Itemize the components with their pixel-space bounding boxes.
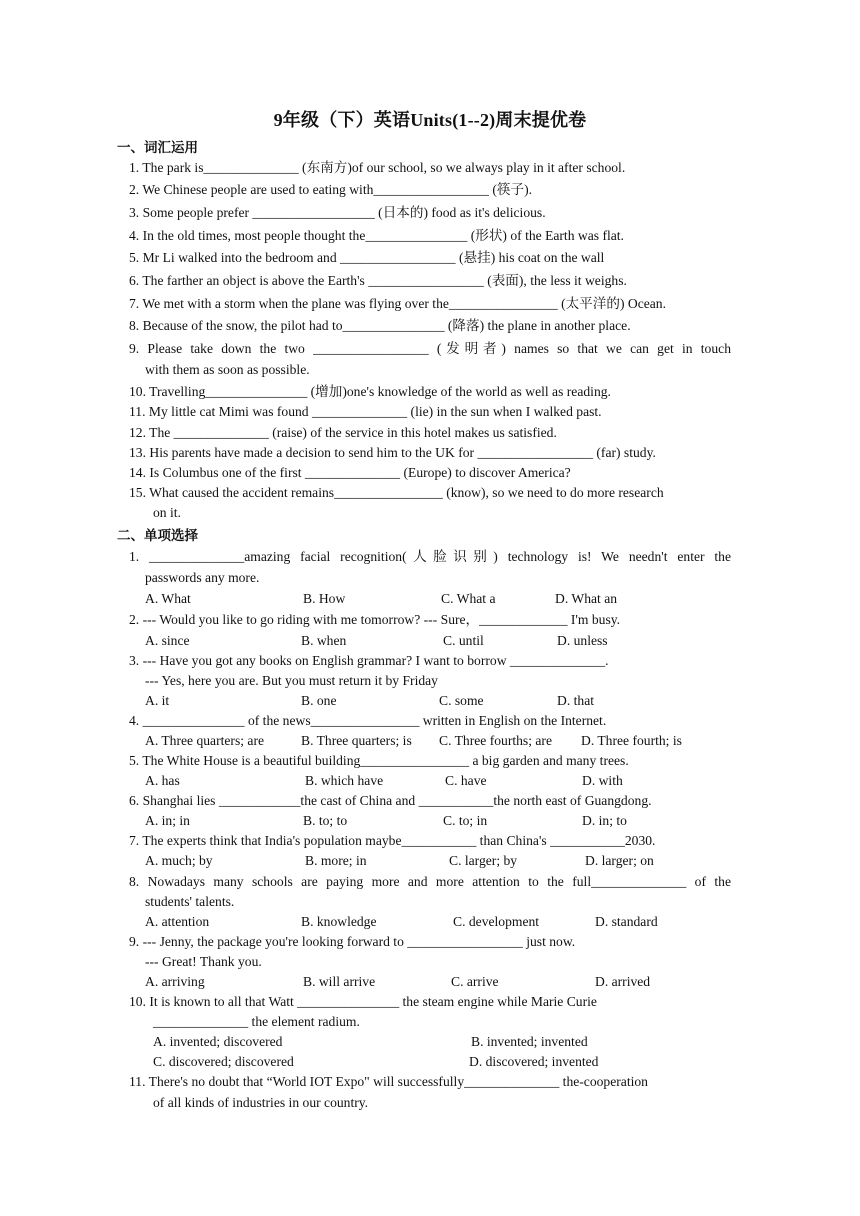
option-d: D. that [557,693,594,708]
vocab-item-1: 1. The park is______________ (东南方)of our school, so we always play in it after school. [129,160,626,175]
choice-question-5: 5. The White House is a beautiful building________________ a big garden and many trees. [129,753,629,768]
vocab-item-6: 6. The farther an object is above the Earth's _________________ (表面), the less it weighs. [129,273,627,288]
vocab-item-2: 2. We Chinese people are used to eating with_________________ (筷子). [129,182,532,197]
option-d: D. arrived [595,974,651,989]
vocab-item-9-cont: with them as soon as possible. [145,362,310,377]
option-d: D. Three fourth; is [581,733,682,748]
section-heading-vocabulary: 一、词汇运用 [117,140,198,156]
option-b: B. will arrive [303,974,376,989]
option-a: A. Three quarters; are [145,733,265,748]
choice-question-10: 10. It is known to all that Watt _______________ the steam engine while Marie Curie [129,994,597,1009]
choice-question-4: 4. _______________ of the news________________ written in English on the Internet. [129,713,607,728]
choice-question-7: 7. The experts think that India's population maybe___________ than China's ___________2030. [129,833,656,848]
option-d: D. standard [595,914,658,929]
choice-question-1-cont: passwords any more. [145,570,260,585]
option-c: C. discovered; discovered [153,1054,294,1069]
option-c: C. some [439,693,484,708]
choice-question-3-cont: --- Yes, here you are. But you must return it by Friday [145,673,438,688]
option-a: A. since [145,633,190,648]
choice-question-11-cont: of all kinds of industries in our country. [153,1095,369,1110]
option-b: B. when [301,633,347,648]
vocab-item-4: 4. In the old times, most people thought the_______________ (形状) of the Earth was flat. [129,228,624,243]
choice-question-10-cont: ______________ the element radium. [153,1014,360,1029]
option-d: D. larger; on [585,853,654,868]
option-d: D. unless [557,633,608,648]
choice-question-3: 3. --- Have you got any books on English grammar? I want to borrow ______________. [129,653,609,668]
option-b: B. Three quarters; is [301,733,412,748]
choice-question-6: 6. Shanghai lies ____________the cast of China and ___________the north east of Guangdong. [129,793,652,808]
vocab-item-13: 13. His parents have made a decision to send him to the UK for _________________ (far) study. [129,445,656,460]
vocab-item-9: 9. Please take down the two _________________ (发明者) names so that we can get in touch [129,341,731,356]
vocab-item-15-cont: on it. [153,505,181,520]
option-a: A. What [145,591,191,606]
choice-question-2: 2. --- Would you like to go riding with me tomorrow? --- Sure，_____________ I'm busy. [129,612,621,627]
option-c: C. to; in [443,813,488,828]
page-title: 9年级（下）英语Units(1--2)周末提优卷 [273,110,587,130]
option-a: A. arriving [145,974,205,989]
option-c: C. larger; by [449,853,518,868]
option-a: A. it [145,693,170,708]
choice-question-8-cont: students' talents. [145,894,235,909]
vocab-item-10: 10. Travelling_______________ (增加)one's knowledge of the world as well as reading. [129,384,611,399]
option-c: C. have [445,773,487,788]
section-heading-choice: 二、单项选择 [117,528,198,544]
option-b: B. one [301,693,337,708]
option-b: B. invented; invented [471,1034,588,1049]
option-b: B. knowledge [301,914,377,929]
vocab-item-15: 15. What caused the accident remains________________ (know), so we need to do more research [129,485,664,500]
vocab-item-8: 8. Because of the snow, the pilot had to_______________ (降落) the plane in another place. [129,318,631,333]
option-a: A. invented; discovered [153,1034,283,1049]
choice-question-8: 8. Nowadays many schools are paying more and more attention to the full______________ of the [129,874,731,889]
choice-question-11: 11. There's no doubt that “World IOT Expo" will successfully______________ the-cooperation [129,1074,648,1089]
option-b: B. more; in [305,853,367,868]
option-c: C. arrive [451,974,499,989]
option-a: A. has [145,773,180,788]
option-b: B. to; to [303,813,348,828]
choice-question-1: 1. ______________amazing facial recognition(人脸识别) technology is! We needn't enter the [129,549,731,564]
vocab-item-12: 12. The ______________ (raise) of the service in this hotel makes us satisfied. [129,425,557,440]
vocab-item-11: 11. My little cat Mimi was found ______________ (lie) in the sun when I walked past. [129,404,602,419]
option-a: A. attention [145,914,210,929]
option-d: D. discovered; invented [469,1054,599,1069]
option-d: D. in; to [582,813,627,828]
option-a: A. in; in [145,813,190,828]
option-a: A. much; by [145,853,213,868]
option-c: C. until [443,633,484,648]
option-c: C. development [453,914,540,929]
choice-question-9-cont: --- Great! Thank you. [145,954,262,969]
option-c: C. Three fourths; are [439,733,552,748]
vocab-item-5: 5. Mr Li walked into the bedroom and _________________ (悬挂) his coat on the wall [129,250,605,265]
vocab-item-7: 7. We met with a storm when the plane was flying over the________________ (太平洋的) Ocean. [129,296,667,311]
choice-question-9: 9. --- Jenny, the package you're looking forward to _________________ just now. [129,934,576,949]
option-b: B. which have [305,773,384,788]
vocab-item-3: 3. Some people prefer __________________ (日本的) food as it's delicious. [129,205,546,220]
option-d: D. What an [555,591,618,606]
option-b: B. How [303,591,346,606]
option-c: C. What a [441,591,496,606]
option-d: D. with [582,773,623,788]
vocab-item-14: 14. Is Columbus one of the first ______________ (Europe) to discover America? [129,465,571,480]
